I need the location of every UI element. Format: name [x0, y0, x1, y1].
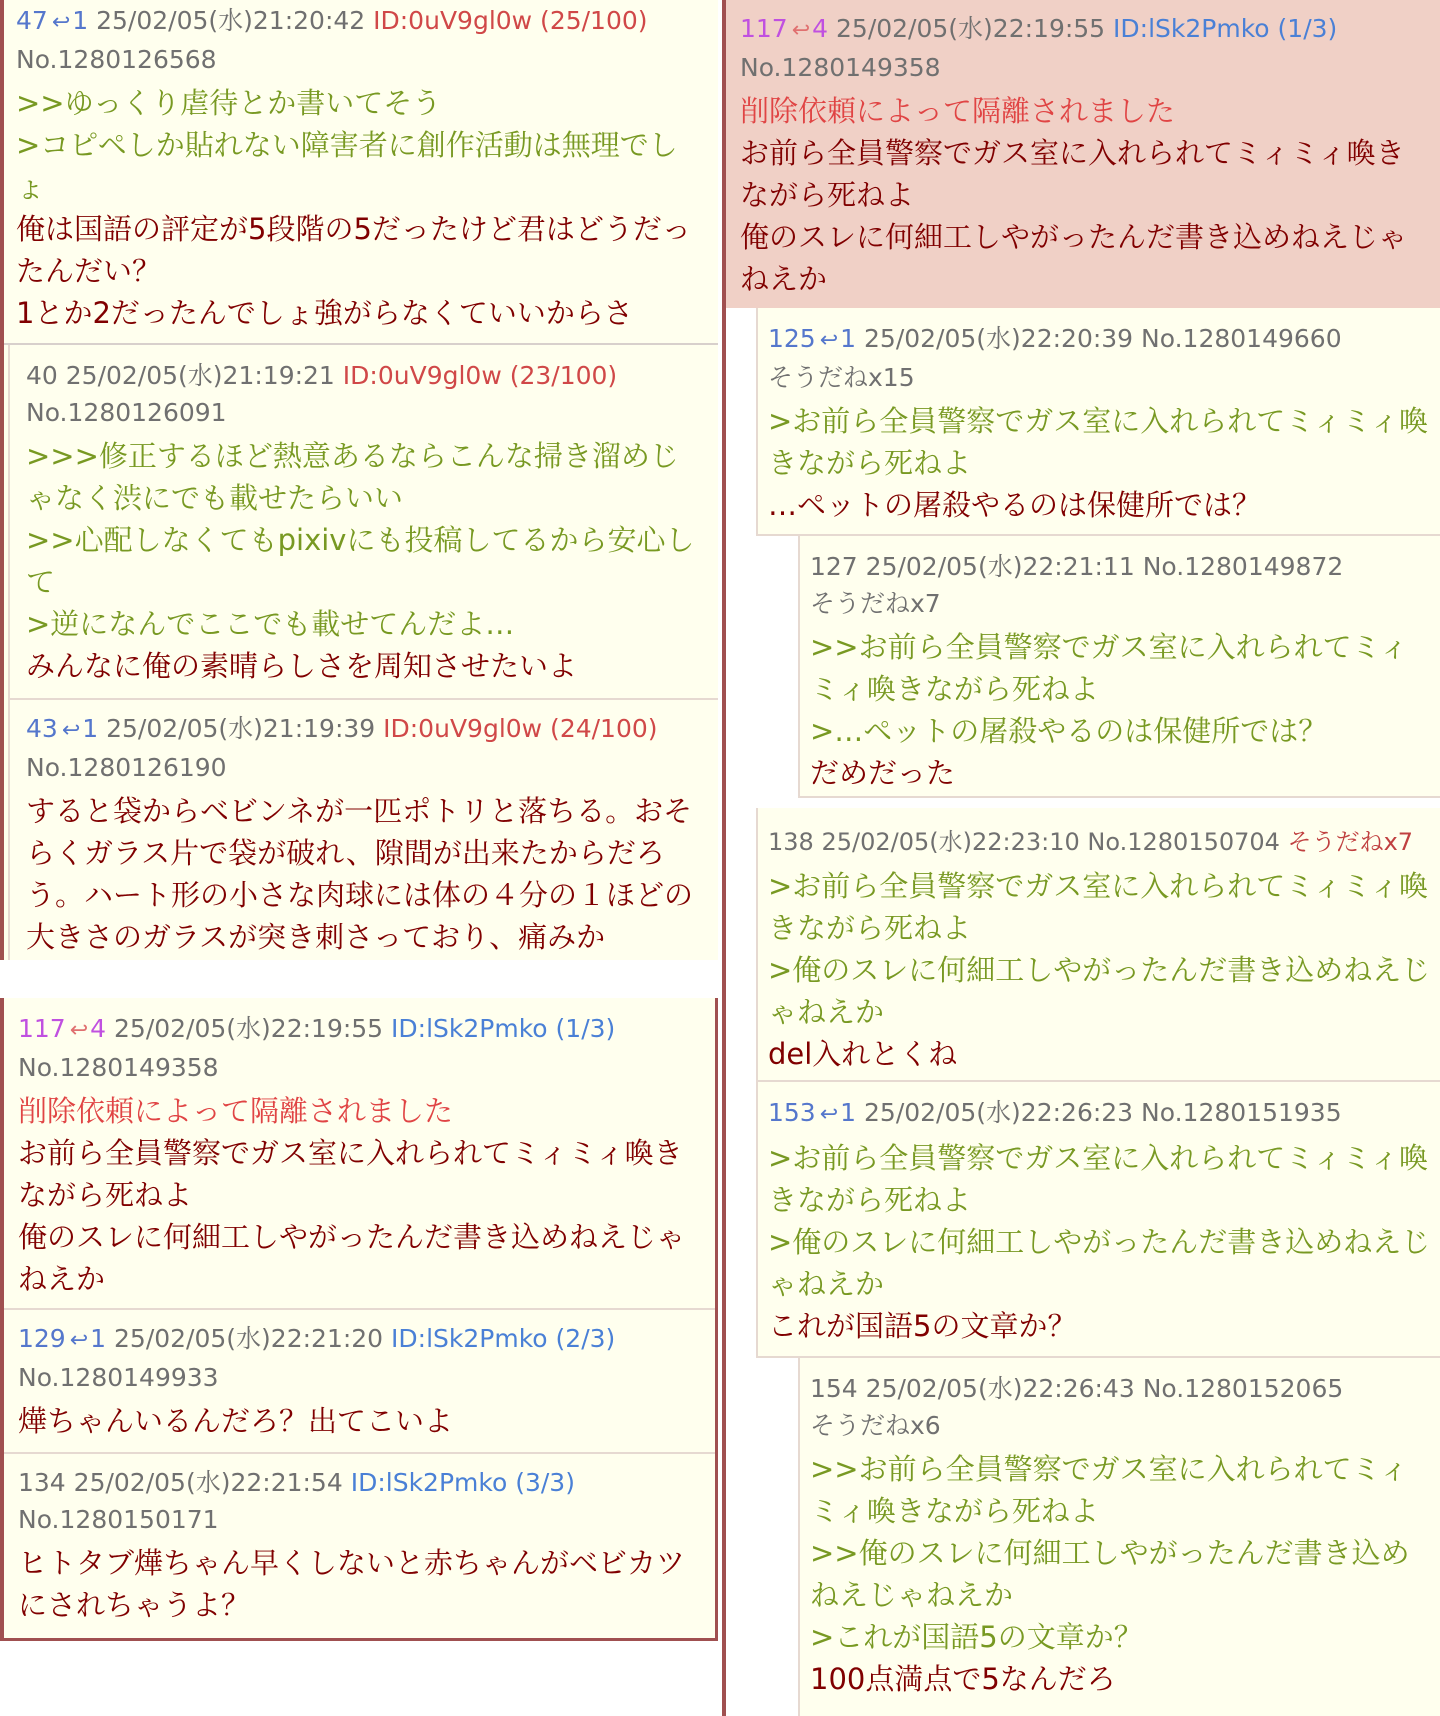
body-line: 俺のスレに何細工しやがったんだ書き込めねえじゃねえか — [740, 220, 1408, 296]
quarantine-notice: 削除依頼によって隔離されました — [18, 1094, 454, 1128]
post-no[interactable]: No.1280152065 — [1142, 1374, 1344, 1403]
body-line: 俺は国語の評定が5段階の5だったけど君はどうだったんだい？ — [16, 212, 691, 288]
post-body — [18, 1090, 701, 1300]
post-date: 25/02/05(水)21:20:42 — [96, 6, 366, 35]
post-date: 25/02/05(水)22:19:55 — [114, 1014, 384, 1043]
post-header — [740, 10, 1426, 49]
body-line: お前ら全員警察でガス室に入れられてミィミィ喚きながら死ねよ — [740, 136, 1405, 212]
body-line[interactable]: >>心配しなくてもpixivにも投稿してるから安心して — [26, 523, 695, 599]
post-125 — [756, 308, 1440, 536]
reply-arrow-icon[interactable]: ↩ — [69, 1328, 89, 1353]
body-line[interactable]: >>お前ら全員警察でガス室に入れられてミィミィ喚きながら死ねよ — [810, 630, 1409, 706]
sodane-button[interactable]: そうだねx7 — [1287, 828, 1414, 856]
body-line: 燁ちゃんいるんだろ？出てこいよ — [18, 1404, 454, 1438]
body-line[interactable]: >俺のスレに何細工しやがったんだ書き込めねえじゃねえか — [768, 1225, 1431, 1301]
body-line: 俺のスレに何細工しやがったんだ書き込めねえじゃねえか — [18, 1220, 686, 1296]
post-body — [768, 1137, 1434, 1347]
body-line[interactable]: >お前ら全員警察でガス室に入れられてミィミィ喚きながら死ねよ — [768, 1141, 1428, 1217]
post-no[interactable]: No.1280126190 — [26, 753, 227, 782]
body-line: del入れとくね — [768, 1037, 958, 1071]
post-129 — [4, 1310, 715, 1454]
post-date: 25/02/05(水)22:26:23 — [864, 1098, 1134, 1127]
post-no[interactable]: No.1280149660 — [1141, 324, 1342, 353]
poster-id[interactable]: ID:lSk2Pmko (2/3) — [391, 1324, 616, 1353]
body-line: すると袋からベビンネが一匹ポトリと落ちる。おそらくガラス片で袋が破れ、隙間が出来たからだろう。ハート形の小さな肉球には体の４分の１ほどの大きさのガラスが突き刺さっており、痛みか — [26, 794, 694, 954]
body-line: お前ら全員警察でガス室に入れられてミィミィ喚きながら死ねよ — [18, 1136, 683, 1212]
body-line: ヒトタブ燁ちゃん早くしないと赤ちゃんがベビカツにされちゃうよ？ — [18, 1546, 686, 1622]
post-153 — [756, 1082, 1440, 1358]
post-header — [810, 548, 1430, 585]
post-header — [26, 357, 704, 394]
post-header — [768, 824, 1434, 861]
post-date: 25/02/05(水)22:19:55 — [836, 14, 1106, 43]
post-number[interactable]: 47 — [16, 6, 48, 35]
post-134 — [4, 1454, 715, 1634]
body-line: 100点満点で5なんだろ — [810, 1662, 1116, 1696]
post-date: 25/02/05(水)21:19:39 — [106, 714, 376, 743]
post-header — [810, 1370, 1430, 1407]
op-post-117 — [722, 0, 1440, 308]
body-line[interactable]: >…ペットの屠殺やるのは保健所では？ — [810, 714, 1328, 748]
post-date: 25/02/05(水)22:21:11 — [865, 552, 1135, 581]
reply-count[interactable]: 1 — [840, 1098, 857, 1127]
body-line[interactable]: >逆になんでここでも載せてんだよ… — [26, 607, 515, 641]
body-line[interactable]: >お前ら全員警察でガス室に入れられてミィミィ喚きながら死ねよ — [768, 404, 1428, 480]
post-no[interactable]: No.1280149933 — [18, 1363, 219, 1392]
post-header — [18, 1464, 701, 1501]
post-number[interactable]: 134 — [18, 1468, 66, 1497]
reply-count[interactable]: 4 — [90, 1014, 107, 1043]
body-line: これが国語5の文章か？ — [768, 1309, 1077, 1343]
body-line[interactable]: >俺のスレに何細工しやがったんだ書き込めねえじゃねえか — [768, 953, 1431, 1029]
reply-arrow-icon[interactable]: ↩ — [51, 10, 71, 35]
body-line: …ペットの屠殺やるのは保健所では？ — [768, 488, 1262, 522]
post-header — [18, 1320, 701, 1359]
body-line[interactable]: >コピペしか貼れない障害者に創作活動は無理でしょ — [16, 128, 678, 204]
post-header — [26, 710, 704, 749]
poster-id[interactable]: ID:0uV9gl0w (23/100) — [342, 361, 618, 390]
post-number[interactable]: 153 — [768, 1098, 816, 1127]
post-body — [810, 1448, 1430, 1700]
sodane-button[interactable]: そうだねx6 — [810, 1411, 941, 1440]
post-body — [18, 1400, 701, 1442]
post-no[interactable]: No.1280151935 — [1141, 1098, 1342, 1127]
post-no[interactable]: No.1280149872 — [1142, 552, 1344, 581]
body-line: だめだった — [810, 756, 956, 790]
post-number[interactable]: 154 — [810, 1374, 858, 1403]
post-header — [768, 1094, 1434, 1133]
body-line[interactable]: >これが国語5の文章か？ — [810, 1620, 1143, 1654]
post-number[interactable]: 125 — [768, 324, 816, 353]
poster-id[interactable]: ID:lSk2Pmko (1/3) — [1113, 14, 1338, 43]
body-line[interactable]: >>ゆっくり虐待とか書いてそう — [16, 86, 442, 120]
post-127 — [798, 536, 1440, 798]
post-no[interactable]: No.1280150171 — [18, 1505, 219, 1534]
post-43 — [8, 700, 718, 960]
post-number[interactable]: 40 — [26, 361, 58, 390]
post-body — [16, 82, 704, 334]
reply-count[interactable]: 1 — [840, 324, 857, 353]
post-154 — [798, 1358, 1440, 1716]
post-body — [768, 400, 1430, 526]
post-117 — [4, 998, 715, 1310]
post-date: 25/02/05(水)21:19:21 — [65, 361, 335, 390]
right-replies-block — [722, 308, 1440, 1716]
post-date: 25/02/05(水)22:26:43 — [865, 1374, 1135, 1403]
post-date: 25/02/05(水)22:21:54 — [73, 1468, 343, 1497]
left-upper-block — [0, 0, 718, 960]
post-40 — [8, 345, 718, 700]
reply-count[interactable]: 1 — [82, 714, 99, 743]
post-header — [768, 320, 1430, 359]
reply-arrow-icon[interactable]: ↩ — [69, 1018, 89, 1043]
post-body — [768, 865, 1434, 1075]
post-body — [810, 626, 1430, 794]
post-138 — [756, 808, 1440, 1082]
post-number[interactable]: 117 — [18, 1014, 66, 1043]
quarantine-notice: 削除依頼によって隔離されました — [740, 94, 1176, 128]
post-date: 25/02/05(水)22:21:20 — [114, 1324, 384, 1353]
post-body — [740, 90, 1426, 300]
post-header — [18, 1010, 701, 1049]
post-body — [26, 790, 704, 958]
post-number[interactable]: 117 — [740, 14, 788, 43]
post-number[interactable]: 43 — [26, 714, 58, 743]
post-no[interactable]: No.1280126091 — [26, 398, 227, 427]
reply-arrow-icon[interactable]: ↩ — [819, 1102, 839, 1127]
post-body — [26, 435, 704, 687]
reply-arrow-icon[interactable]: ↩ — [819, 328, 839, 353]
poster-id[interactable]: ID:0uV9gl0w (24/100) — [383, 714, 658, 743]
post-number[interactable]: 129 — [18, 1324, 66, 1353]
reply-count[interactable]: 1 — [72, 6, 89, 35]
post-number[interactable]: 127 — [810, 552, 858, 581]
sodane-button[interactable]: そうだねx7 — [810, 589, 941, 618]
post-no[interactable]: No.1280149358 — [18, 1053, 219, 1082]
reply-arrow-icon[interactable]: ↩ — [61, 718, 81, 743]
body-line: みんなに俺の素晴らしさを周知させたいよ — [26, 649, 578, 683]
body-line[interactable]: >>>修正するほど熱意あるならこんな掃き溜めじゃなく渋にでも載せたらいい — [26, 439, 679, 515]
left-lower-block — [0, 998, 718, 1641]
post-date: 25/02/05(水)22:23:10 — [821, 828, 1080, 856]
post-no[interactable]: No.1280126568 — [16, 45, 217, 74]
body-line[interactable]: >>お前ら全員警察でガス室に入れられてミィミィ喚きながら死ねよ — [810, 1452, 1409, 1528]
reply-count[interactable]: 4 — [812, 14, 829, 43]
post-number[interactable]: 138 — [768, 828, 814, 856]
post-no[interactable]: No.1280150704 — [1087, 828, 1280, 856]
post-47 — [4, 0, 718, 345]
poster-id[interactable]: ID:lSk2Pmko (1/3) — [391, 1014, 616, 1043]
sodane-button[interactable]: そうだねx15 — [768, 363, 915, 392]
post-body — [18, 1542, 701, 1626]
post-no[interactable]: No.1280149358 — [740, 53, 941, 82]
reply-count[interactable]: 1 — [90, 1324, 107, 1353]
post-date: 25/02/05(水)22:20:39 — [864, 324, 1134, 353]
poster-id[interactable]: ID:0uV9gl0w (25/100) — [373, 6, 648, 35]
post-header — [16, 2, 704, 41]
reply-arrow-icon[interactable]: ↩ — [791, 18, 811, 43]
body-line: 1とか2だったんでしょ強がらなくていいからさ — [16, 296, 633, 330]
body-line[interactable]: >>俺のスレに何細工しやがったんだ書き込めねえじゃねえか — [810, 1536, 1410, 1612]
poster-id[interactable]: ID:lSk2Pmko (3/3) — [350, 1468, 575, 1497]
body-line[interactable]: >お前ら全員警察でガス室に入れられてミィミィ喚きながら死ねよ — [768, 869, 1428, 945]
